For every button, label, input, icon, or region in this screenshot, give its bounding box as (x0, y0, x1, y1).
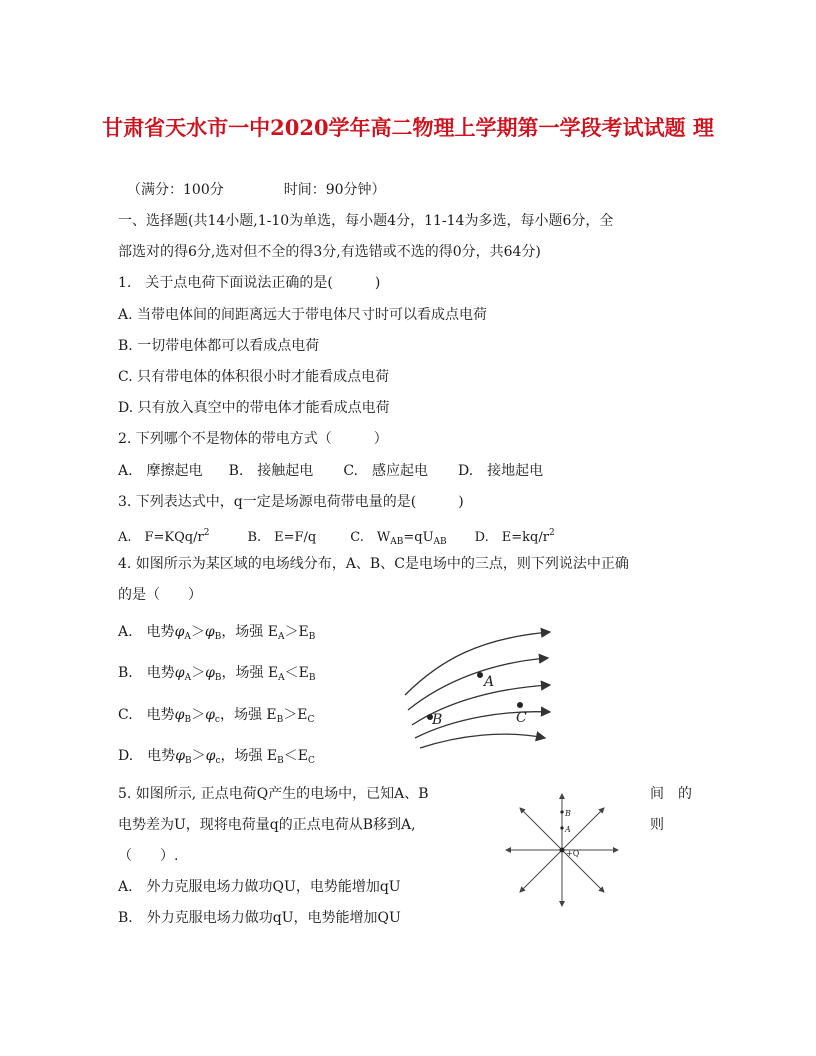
point-charge-figure (500, 790, 625, 910)
q2-option-c: C. 感应起电 (343, 463, 428, 479)
label-q: +Q (566, 849, 580, 858)
q2-stem: 2. 下列哪个不是物体的带电方式（ ） (118, 431, 388, 447)
point-b (560, 810, 563, 813)
time-limit: 时间：90分钟） (283, 182, 386, 198)
q5-stem-1-right: 间 的 (650, 786, 692, 802)
label-a: A (484, 674, 495, 690)
q3-option-c: C. $W_{AB}=qU_{AB}$ (350, 530, 447, 547)
q2-option-b: B. 接触起电 (228, 463, 314, 479)
q4-option-a: A. 电势$\varphi_A>\varphi_B$，场强 $E_A>E_B$ (118, 624, 316, 642)
section-heading-2: 部选对的得6分,选对但不全的得3分,有选错或不选的得0分，共64分) (118, 244, 541, 260)
q3-option-b: B. E=F/q (247, 530, 317, 545)
full-score: （满分：100分 (127, 182, 224, 198)
q4-option-d: D. 电势$\varphi_B>\varphi_c$，场强 $E_B<E_C$ (118, 748, 315, 766)
exam-meta (127, 181, 386, 199)
label-b: B (565, 809, 571, 818)
q2-option-a: A. 摩擦起电 (118, 463, 203, 479)
charge-q (560, 848, 565, 853)
q4-option-c: C. 电势$\varphi_B>\varphi_c$，场强 $E_B>E_C$ (118, 707, 315, 725)
q3-option-d: D. $E=kq/r^2$ (474, 528, 555, 545)
q5-stem-1: 5. 如图所示, 正点电荷Q产生的电场中，已知A、B (118, 786, 429, 802)
q4-stem-1: 4. 如图所示为某区域的电场线分布，A、B、C是电场中的三点，则下列说法中正确 (118, 556, 629, 572)
field-line (405, 632, 550, 695)
q3-stem: 3. 下列表达式中，q一定是场源电荷带电量的是( ) (118, 494, 464, 510)
q1-stem: 1. 关于点电荷下面说法正确的是( ) (118, 275, 381, 291)
page-title: 甘肃省天水市一中2020学年高二物理上学期第一学段考试试题 理 (102, 115, 714, 140)
q4-option-b: B. 电势$\varphi_A>\varphi_B$，场强 $E_A<E_B$ (118, 665, 316, 683)
q5-stem-2: 电势差为U，现将电荷量q的正点电荷从B移到A, (118, 817, 416, 833)
q3-option-a: A. $F=KQq/r^2$ (118, 528, 210, 545)
q3-options (118, 524, 555, 551)
field-lines-figure (400, 620, 560, 750)
q5-option-a: A. 外力克服电场力做功QU，电势能增加qU (118, 879, 401, 895)
point-a (477, 672, 483, 678)
q2-option-d: D. 接地起电 (457, 463, 544, 479)
q4-stem-2: 的是（ ） (118, 587, 202, 603)
label-a: A (565, 825, 571, 834)
label-c: C (516, 710, 527, 726)
q2-options (118, 462, 543, 480)
q1-option-d: D. 只有放入真空中的带电体才能看成点电荷 (118, 400, 390, 416)
label-b: B (432, 712, 443, 728)
field-line (408, 658, 548, 710)
q1-option-b: B. 一切带电体都可以看成点电荷 (118, 338, 320, 354)
field-line (420, 734, 545, 748)
section-heading-1: 一、选择题(共14小题,1-10为单选，每小题4分，11-14为多选，每小题6分，全 (118, 213, 614, 229)
q1-option-c: C. 只有带电体的体积很小时才能看成点电荷 (118, 369, 390, 385)
q5-stem-2-right: 则 (650, 817, 664, 833)
point-a (560, 826, 563, 829)
q5-stem-3: （ ）. (118, 848, 179, 864)
q1-option-a: A. 当带电体间的间距离远大于带电体尺寸时可以看成点电荷 (118, 307, 488, 323)
q5-option-b: B. 外力克服电场力做功qU，电势能增加QU (118, 910, 401, 926)
point-c (517, 702, 523, 708)
